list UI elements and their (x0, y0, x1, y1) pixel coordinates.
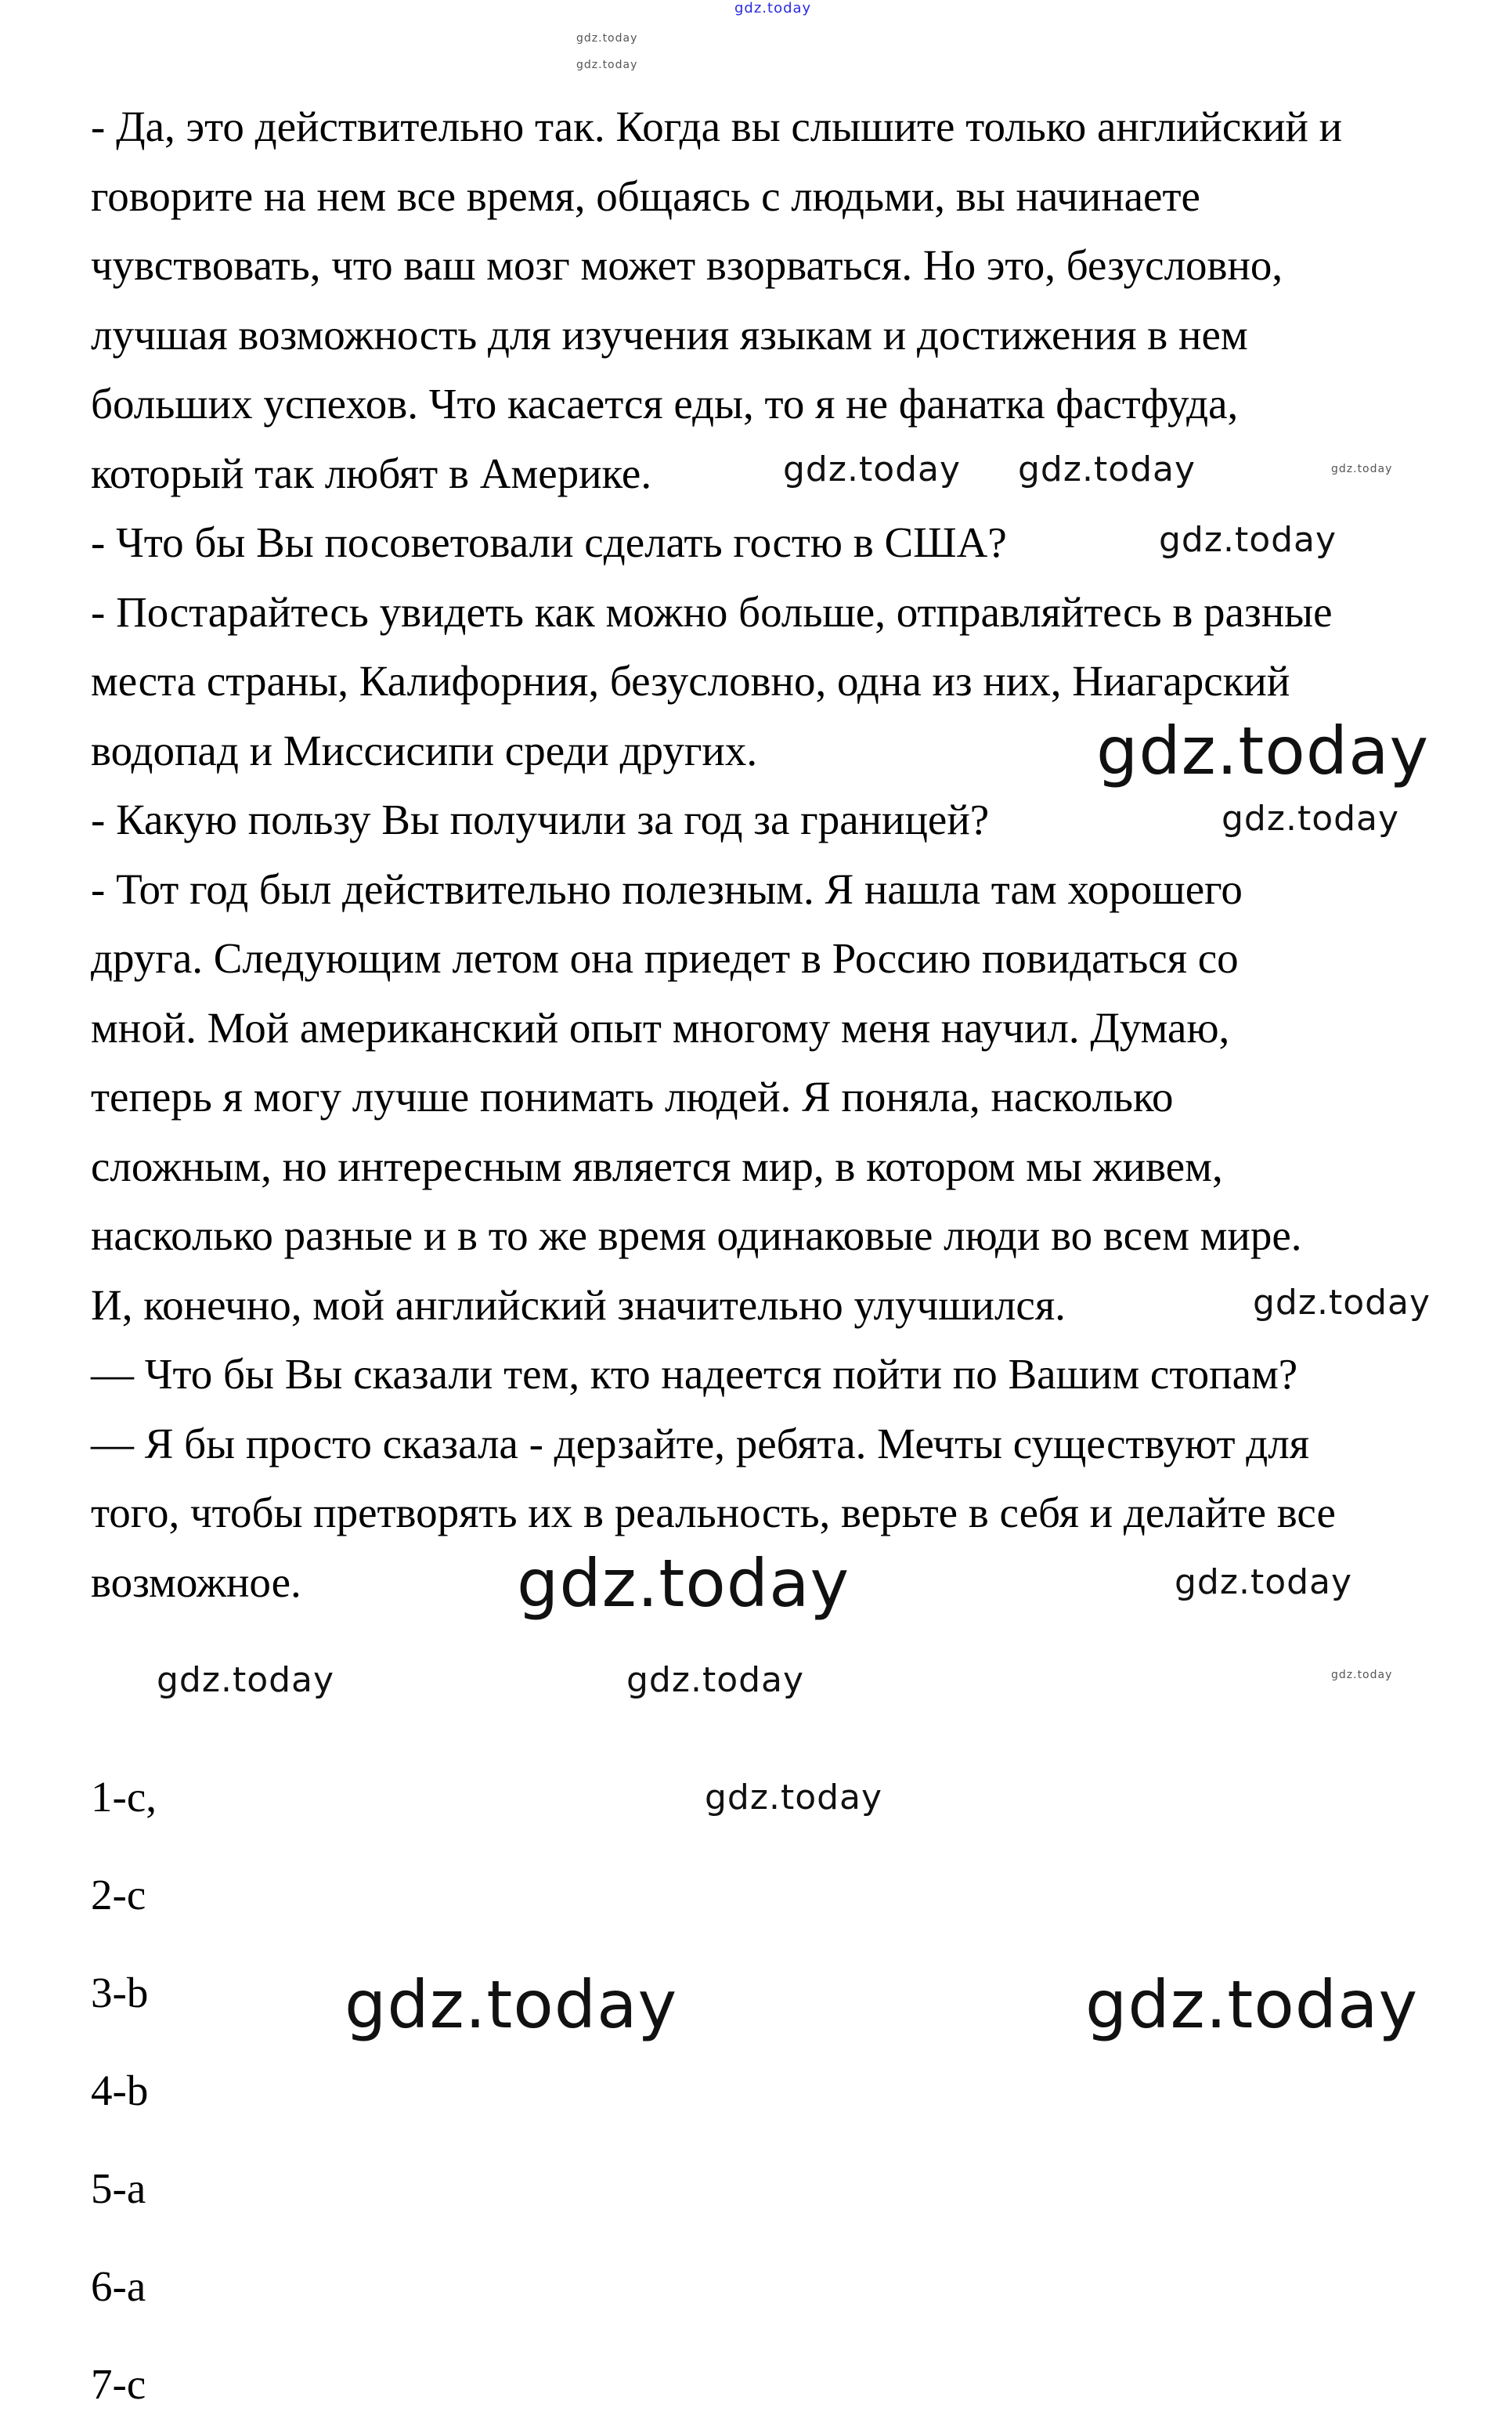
interview-text (91, 92, 1485, 1622)
watermark: gdz.today (705, 1778, 883, 1818)
text-line: - Да, это действительно так. Когда вы слышите только английский и (91, 103, 1343, 150)
text-line: того, чтобы претворять их в реальность, верьте в себя и делайте все (91, 1489, 1336, 1536)
text-line: — Что бы Вы сказали тем, кто надеется пойти по Вашим стопам? (91, 1350, 1298, 1398)
watermark: gdz.today (1331, 1669, 1393, 1681)
text-line: - Тот год был действительно полезным. Я нашла там хорошего (91, 865, 1243, 913)
watermark: gdz.today (576, 32, 638, 45)
watermark: gdz.today (576, 59, 638, 71)
text-line: - Какую пользу Вы получили за год за границей? (91, 796, 990, 843)
watermark: gdz.today (517, 1545, 850, 1622)
text-line: И, конечно, мой английский значительно улучшился. (91, 1280, 1066, 1329)
text-line: сложным, но интересным является мир, в котором мы живем, (91, 1142, 1223, 1190)
text-line: водопад и Миссисипи среди других. (91, 726, 758, 774)
answer-item: 1-c, (91, 1773, 157, 1821)
answer-item: 7-c (91, 2360, 146, 2408)
answer-item: 4-b (91, 2067, 149, 2114)
text-line: который так любят в Америке. (91, 449, 652, 497)
watermark: gdz.today (157, 1660, 335, 1700)
watermark: gdz.today (1222, 799, 1400, 839)
watermark: gdz.today (783, 449, 962, 489)
watermark: gdz.today (345, 1966, 678, 2043)
text-line: места страны, Калифорния, безусловно, одна из них, Ниагарский (91, 657, 1290, 705)
text-line: теперь я могу лучше понимать людей. Я поняла, насколько (91, 1073, 1174, 1121)
watermark: gdz.today (1085, 1966, 1419, 2043)
text-line: возможное. (91, 1558, 301, 1606)
watermark: gdz.today (734, 0, 812, 16)
text-line: больших успехов. Что касается еды, то я не фанатка фастфуда, (91, 380, 1239, 428)
text-line: — Я бы просто сказала - дерзайте, ребята. Мечты существуют для (91, 1419, 1310, 1467)
text-line: чувствовать, что ваш мозг может взорваться. Но это, безусловно, (91, 241, 1283, 289)
text-line: - Постарайтесь увидеть как можно больше, отправляйтесь в разные (91, 587, 1333, 636)
watermark: gdz.today (1096, 713, 1430, 789)
watermark: gdz.today (1175, 1562, 1353, 1602)
answer-item: 3-b (91, 1969, 149, 2016)
answer-item: 6-a (91, 2262, 146, 2310)
text-line: лучшая возможность для изучения языкам и достижения в нем (91, 310, 1248, 359)
watermark: gdz.today (1159, 520, 1337, 560)
text-line: насколько разные и в то же время одинаковые люди во всем мире. (91, 1211, 1302, 1259)
answer-list (91, 1748, 157, 2433)
text-line: говорите на нем все время, общаясь с людьми, вы начинаете (91, 171, 1200, 220)
answer-item: 5-a (91, 2164, 146, 2212)
text-line: друга. Следующим летом она приедет в Россию повидаться со (91, 934, 1239, 982)
text-line: мной. Мой американский опыт многому меня научил. Думаю, (91, 1003, 1230, 1052)
watermark: gdz.today (1018, 449, 1196, 489)
answer-item: 2-c (91, 1871, 146, 1919)
watermark: gdz.today (626, 1660, 805, 1700)
watermark: gdz.today (1253, 1283, 1431, 1323)
watermark: gdz.today (1331, 463, 1393, 475)
text-line: - Что бы Вы посоветовали сделать гостю в США? (91, 518, 1007, 566)
